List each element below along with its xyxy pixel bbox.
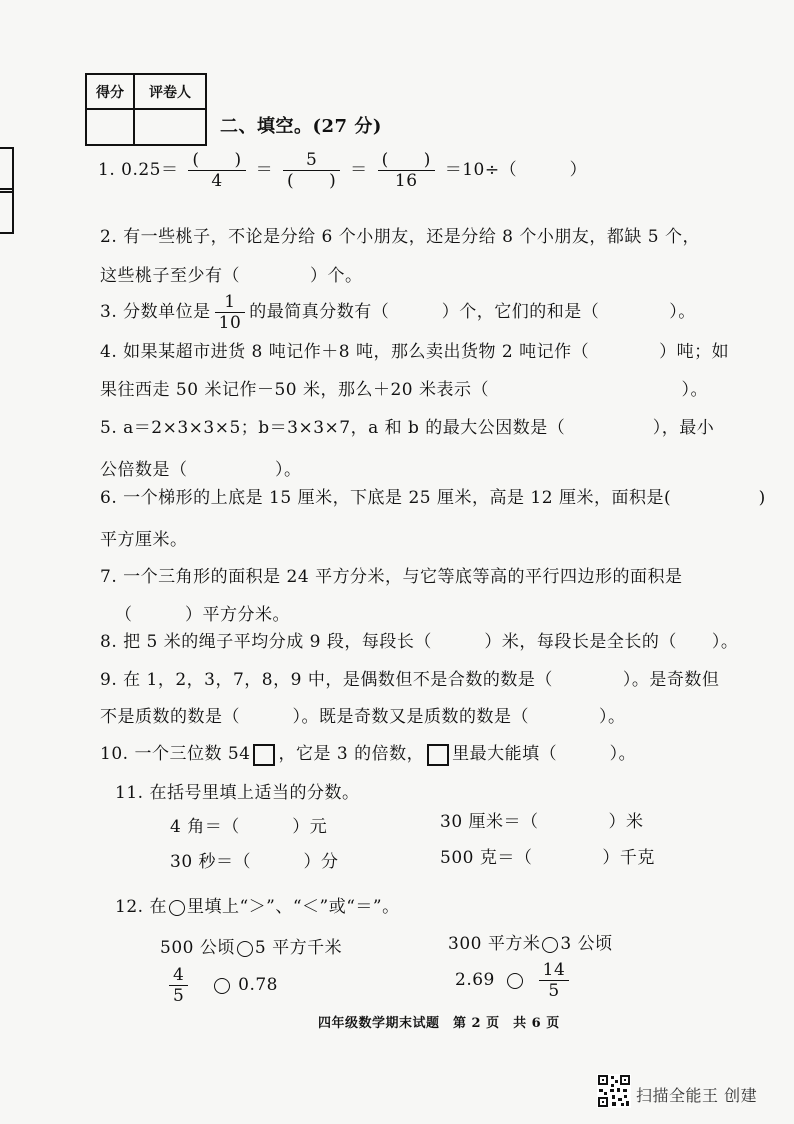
digit-box-ref [427, 744, 449, 766]
fraction-14-5: $\frac{14}{5}$ [539, 960, 570, 1001]
qr-code-icon [597, 1074, 631, 1108]
question-11-c: 30 秒＝（ ）分 [170, 852, 339, 872]
question-2-line-2: 这些桃子至少有（ ）个。 [100, 266, 363, 286]
question-11-a: 4 角＝（ ）元 [170, 817, 328, 837]
question-9-line-2: 不是质数的数是（ ）。既是奇数又是质数的数是（ ）。 [100, 707, 626, 727]
question-12-d: 2.69 $\frac{14}{5}$ [455, 960, 573, 1001]
grader-cell[interactable] [134, 109, 206, 145]
question-12-title: 12. 在 里填上“＞”、“＜”或“＝”。 [115, 897, 400, 917]
question-6-line-2: 平方厘米。 [100, 530, 188, 550]
question-12-b: 300 平方米 3 公顷 [448, 934, 613, 954]
question-11-title: 11. 在括号里填上适当的分数。 [115, 783, 360, 803]
page-footer: 四年级数学期末试题 第 2 页 共 6 页 [318, 1016, 560, 1031]
circle-icon [169, 900, 185, 916]
question-4-line-1: 4. 如果某超市进货 8 吨记作＋8 吨，那么卖出货物 2 吨记作（ ）吨；如 [100, 342, 730, 362]
digit-box[interactable] [253, 744, 275, 766]
section-title: 二、填空。(27 分) [220, 116, 382, 137]
compare-circle-b[interactable] [542, 937, 558, 953]
score-cell[interactable] [86, 109, 134, 145]
question-6-line-1: 6. 一个梯形的上底是 15 厘米，下底是 25 厘米，高是 12 厘米，面积是( ) [100, 488, 766, 508]
score-table [85, 73, 207, 146]
question-9-line-1: 9. 在 1，2，3，7，8，9 中，是偶数但不是合数的数是（ ）。是奇数但 [100, 670, 720, 690]
question-7-line-2: （ ）平方分米。 [115, 605, 290, 625]
fraction-unit: $\frac{1}{10}$ [215, 292, 246, 333]
compare-circle-d[interactable] [507, 973, 523, 989]
fraction-3: $\frac{( )}{16}$ [378, 150, 435, 191]
question-12-a: 500 公顷 5 平方千米 [160, 938, 343, 958]
watermark-text: 扫描全能王 创建 [636, 1086, 758, 1105]
question-5-line-2: 公倍数是（ ）。 [100, 460, 302, 480]
fraction-2: $\frac{5}{( )}$ [283, 150, 340, 191]
compare-circle-c[interactable] [214, 978, 230, 994]
question-12-c: $\frac{4}{5}$ 0.78 [165, 965, 278, 1006]
question-11-b: 30 厘米＝（ ）米 [440, 812, 644, 832]
question-11-d: 500 克＝（ ）千克 [440, 848, 655, 868]
compare-circle-a[interactable] [237, 941, 253, 957]
question-3: 3. 分数单位是 $\frac{1}{10}$ 的最简真分数有（ ）个，它们的和是（ ）。 [100, 292, 696, 333]
question-5-line-1: 5. a＝2×3×3×5；b＝3×3×7，a 和 b 的最大公因数是（ ），最小 [100, 418, 715, 438]
fraction-4-5: $\frac{4}{5}$ [169, 965, 188, 1006]
question-2-line-1: 2. 有一些桃子，不论是分给 6 个小朋友，还是分给 8 个小朋友，都缺 5 个， [100, 227, 700, 247]
score-header: 得分 [86, 74, 134, 109]
question-4-line-2: 果往西走 50 米记作－50 米，那么＋20 米表示（ ）。 [100, 380, 709, 400]
question-1: 1. 0.25＝ $\frac{( )}{4}$ ＝ $\frac{5}{( )}$ ＝ $\frac{( )}{16}$ ＝10÷（ ） [98, 150, 588, 191]
fraction-1: $\frac{( )}{4}$ [188, 150, 245, 191]
question-7-line-1: 7. 一个三角形的面积是 24 平方分米，与它等底等高的平行四边形的面积是 [100, 567, 683, 587]
question-8: 8. 把 5 米的绳子平均分成 9 段，每段长（ ）米，每段长是全长的（ ）。 [100, 632, 739, 652]
margin-mark-bottom [0, 188, 14, 234]
question-10: 10. 一个三位数 54 ，它是 3 的倍数， 里最大能填（ ）。 [100, 744, 637, 764]
grader-header: 评卷人 [134, 74, 206, 109]
margin-mark-top [0, 147, 14, 193]
